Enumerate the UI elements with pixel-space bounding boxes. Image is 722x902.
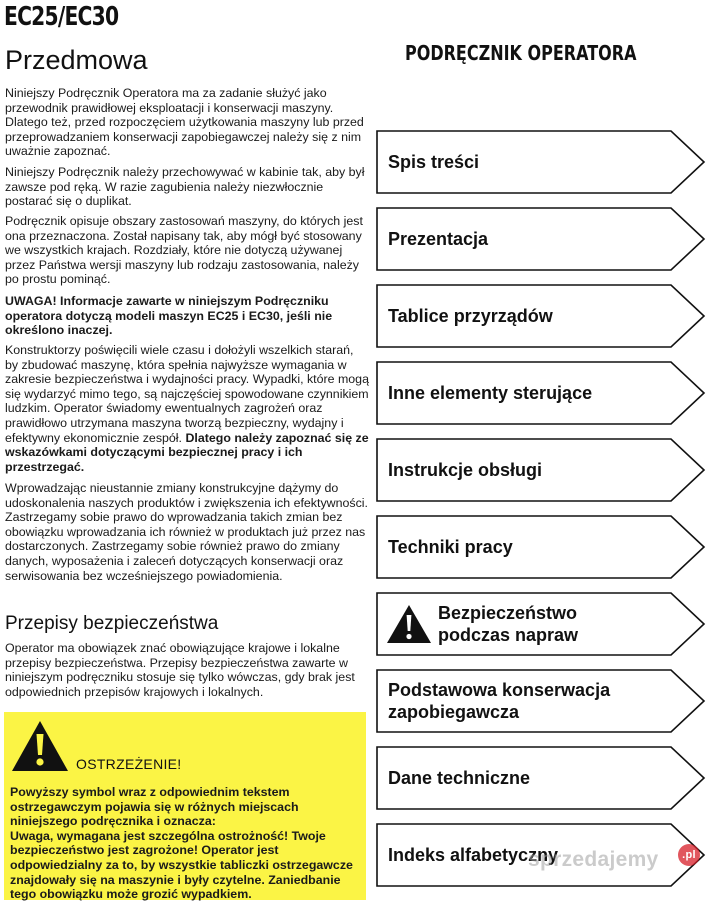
nav-tab-spis-tresci[interactable] [376, 130, 706, 194]
warning-triangle-icon [386, 604, 432, 644]
warning-text-1: Powyższy symbol wraz z odpowiednim tekstem ostrzegawczym pojawia się w różnych miejscach niniejszego podręcznika i oznacza: [10, 785, 299, 829]
warning-text-2: Uwaga, wymagana jest szczególna ostrożność! Twoje bezpieczeństwo jest zagrożone! Operator jest odpowiedzialny za to, by wszystkie tabliczki ostrzegawcze znajdowały się na maszynie i były czytelne. Zaniedbanie tego obowiązku może grozić wypadkiem. [10, 828, 353, 902]
safety-paragraph: Operator ma obowiązek znać obowiązujące krajowe i lokalne przepisy bezpieczeństwa. Przepisy bezpieczeństwa zawarte w niniejszym podręczniku stosuje się tylko wówczas, gdy brak jest odpowiednich przepisów krajowych i lokalnych. [5, 641, 355, 699]
warning-box [4, 712, 366, 900]
nav-tab-inne-elementy-sterujace[interactable] [376, 361, 706, 425]
preface-note: UWAGA! Informacje zawarte w niniejszym Podręczniku operatora dotyczą modeli maszyn EC25 i EC30, jeśli nie określono inaczej. [5, 294, 333, 338]
watermark-text: sprzedajemy [528, 848, 659, 871]
nav-tab-label: Inne elementy sterujące [388, 382, 593, 403]
watermark-suffix: .pl [678, 844, 700, 866]
warning-title: OSTRZEŻENIE! [76, 756, 182, 772]
preface-paragraph-2: Niniejszy Podręcznik należy przechowywać w kabinie tak, aby był zawsze pod ręką. W razie zagubienia należy niezwłocznie postarać się o duplikat. [5, 165, 365, 209]
preface-paragraph-5: Wprowadzając nieustannie zmiany konstrukcyjne dążymy do udoskonalenia naszych produktów i zwiększenia ich efektywności. Zastrzegamy sobie prawo do wprowadzania takich zmian bez obowiązku wprowadzania ich również w produktach już przez nas dostarczonych. Zastrzegamy sobie również prawo do zmiany danych, wyposażenia i zaleceń dotyczących konserwacji oraz serwisowania bez wcześniejszego powiadomienia. [5, 481, 368, 583]
model-label: EC25/EC30 [4, 2, 119, 32]
nav-tab-label: Podstawowa konserwacja zapobiegawcza [388, 680, 611, 722]
nav-tab-label: Instrukcje obsługi [388, 459, 543, 480]
warning-text [10, 785, 362, 902]
nav-tab-label: Tablice przyrządów [388, 305, 553, 326]
nav-tab-prezentacja[interactable] [376, 207, 706, 271]
nav-tab-bezpieczenstwo-podczas-napraw[interactable] [376, 592, 706, 656]
nav-tab-label: Spis treści [388, 151, 480, 172]
preface-paragraph-3: Podręcznik opisuje obszary zastosowań maszyny, do których jest ona przeznaczona. Został napisany tak, aby mógł być stosowany we wszystkich krajach. Rozdziały, które nie dotyczą używanej przez Państwa wersji maszyny lub rodzaju zastosowania, należy po prostu pominąć. [5, 214, 363, 287]
preface-paragraph-4-text: Konstruktorzy poświęcili wiele czasu i dołożyli wszelkich starań, by zbudować maszynę, która spełnia najwyższe wymagania w zakresie bezpieczeństwa i wydajności pracy. Wypadki, które mogą się wydarzyć mimo tego, są najczęściej spowodowane czynnikiem ludzkim. Operator świadomy ewentualnych zagrożeń oraz prawidłowo utrzymana maszyna tworzą bezpieczny, wydajny i efektywny ekonomicznie zespół. [5, 343, 369, 445]
preface-paragraph-4 [5, 343, 369, 474]
warning-triangle-icon [10, 719, 70, 773]
nav-tab-instrukcje-obslugi[interactable] [376, 438, 706, 502]
nav-tab-dane-techniczne[interactable] [376, 746, 706, 810]
nav-tab-label: Dane techniczne [388, 767, 531, 788]
nav-tab-label: Prezentacja [388, 228, 489, 249]
watermark [528, 848, 696, 872]
nav-tab-label: Bezpieczeństwo podczas napraw [438, 603, 579, 645]
nav-tab-tablice-przyrzadow[interactable] [376, 284, 706, 348]
nav-tab-podstawowa-konserwacja[interactable] [376, 669, 706, 733]
nav-tab-label: Indeks alfabetyczny [388, 844, 559, 865]
nav-tab-label: Techniki pracy [388, 536, 513, 557]
safety-heading: Przepisy bezpieczeństwa [5, 613, 219, 634]
manual-title: PODRĘCZNIK OPERATORA [405, 41, 637, 65]
preface-paragraph-1: Niniejszy Podręcznik Operatora ma za zadanie służyć jako przewodnik prawidłowej eksploatacji i konserwacji maszyny. Dlatego też, przed rozpoczęciem użytkowania maszyny lub przed przeprowadzaniem konserwacji zapobiegawczej należy się z nim uważnie zapoznać. [5, 86, 364, 159]
preface-paragraph-4-emphasis: Dlatego należy zapoznać się ze wskazówkami dotyczącymi bezpiecznej pracy i ich przestrzegać. [5, 430, 369, 474]
page-title: Przedmowa [5, 45, 148, 75]
nav-tab-techniki-pracy[interactable] [376, 515, 706, 579]
